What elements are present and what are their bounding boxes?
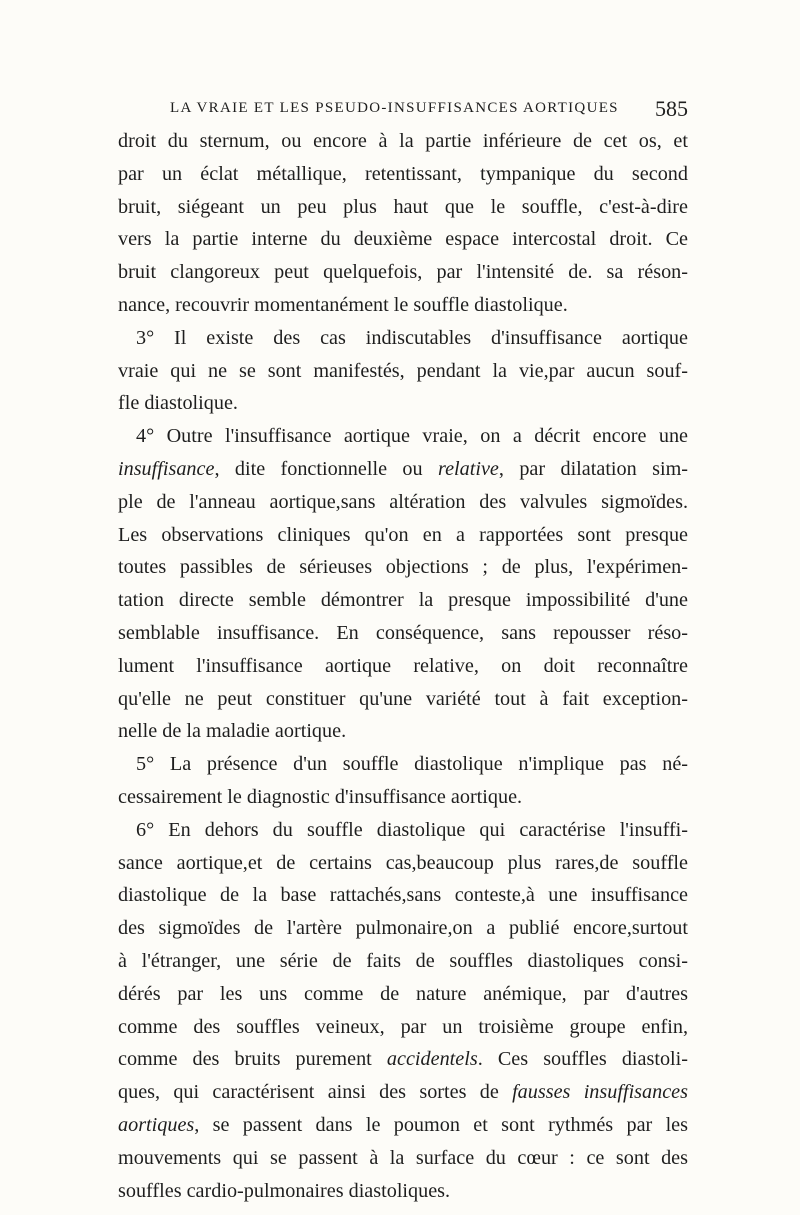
text-line: ques, qui caractérisent ainsi des sortes de fausses insuffisances xyxy=(118,1081,688,1104)
body-text xyxy=(118,125,688,1207)
text-line: vers la partie interne du deuxième espace intercostal droit. Ce xyxy=(118,228,688,251)
text-line: nelle de la maladie aortique. xyxy=(118,720,347,743)
running-head: LA VRAIE ET LES PSEUDO-INSUFFISANCES AORTIQUES xyxy=(170,100,619,116)
text-line: souffles cardio-pulmonaires diastoliques. xyxy=(118,1179,451,1202)
text-line: diastolique de la base rattachés,sans conteste,à une insuffisance xyxy=(118,884,688,907)
text-line: semblable insuffisance. En conséquence, sans repousser réso- xyxy=(118,621,688,644)
text-line: ple de l'anneau aortique,sans altération des valvules sigmoïdes. xyxy=(118,490,688,513)
text-line: sance aortique,et de certains cas,beaucoup plus rares,de souffle xyxy=(118,851,688,874)
text-line: comme des bruits purement accidentels. Ces souffles diastoli- xyxy=(118,1048,688,1071)
text-line: des sigmoïdes de l'artère pulmonaire,on a publié encore,surtout xyxy=(118,917,688,940)
text-line: 5° La présence d'un souffle diastolique n'implique pas né- xyxy=(136,753,688,776)
page-header xyxy=(118,96,688,126)
text-line: à l'étranger, une série de faits de souffles diastoliques consi- xyxy=(118,949,688,972)
text-line: dérés par les uns comme de nature anémique, par d'autres xyxy=(118,982,688,1005)
text-line: cessairement le diagnostic d'insuffisance aortique. xyxy=(118,785,523,808)
text-line: aortiques, se passent dans le poumon et sont rythmés par les xyxy=(118,1113,688,1136)
text-line: bruit, siégeant un peu plus haut que le souffle, c'est-à-dire xyxy=(118,195,688,218)
text-line: par un éclat métallique, retentissant, tympanique du second xyxy=(118,162,688,185)
text-line: insuffisance, dite fonctionnelle ou relative, par dilatation sim- xyxy=(118,457,688,480)
text-line: qu'elle ne peut constituer qu'une variété tout à fait exception- xyxy=(118,687,688,710)
text-line: toutes passibles de sérieuses objections ; de plus, l'expérimen- xyxy=(118,556,688,579)
text-line: Les observations cliniques qu'on en a rapportées sont presque xyxy=(118,523,688,546)
page-number: 585 xyxy=(655,96,688,121)
text-line: comme des souffles veineux, par un troisième groupe enfin, xyxy=(118,1015,688,1038)
text-line: bruit clangoreux peut quelquefois, par l'intensité de. sa réson- xyxy=(118,261,688,284)
text-line: fle diastolique. xyxy=(118,392,238,415)
text-line: 4° Outre l'insuffisance aortique vraie, on a décrit encore une xyxy=(136,425,688,448)
text-line: vraie qui ne se sont manifestés, pendant la vie,par aucun souf- xyxy=(118,359,688,382)
text-line: lument l'insuffisance aortique relative, on doit reconnaître xyxy=(118,654,688,677)
text-line: tation directe semble démontrer la presque impossibilité d'une xyxy=(118,589,688,612)
text-line: mouvements qui se passent à la surface du cœur : ce sont des xyxy=(118,1146,688,1169)
text-line: droit du sternum, ou encore à la partie inférieure de cet os, et xyxy=(118,130,688,152)
text-line: 6° En dehors du souffle diastolique qui caractérise l'insuffi- xyxy=(136,818,688,841)
text-line: nance, recouvrir momentanément le souffle diastolique. xyxy=(118,293,568,316)
text-line: 3° Il existe des cas indiscutables d'insuffisance aortique xyxy=(136,326,688,349)
